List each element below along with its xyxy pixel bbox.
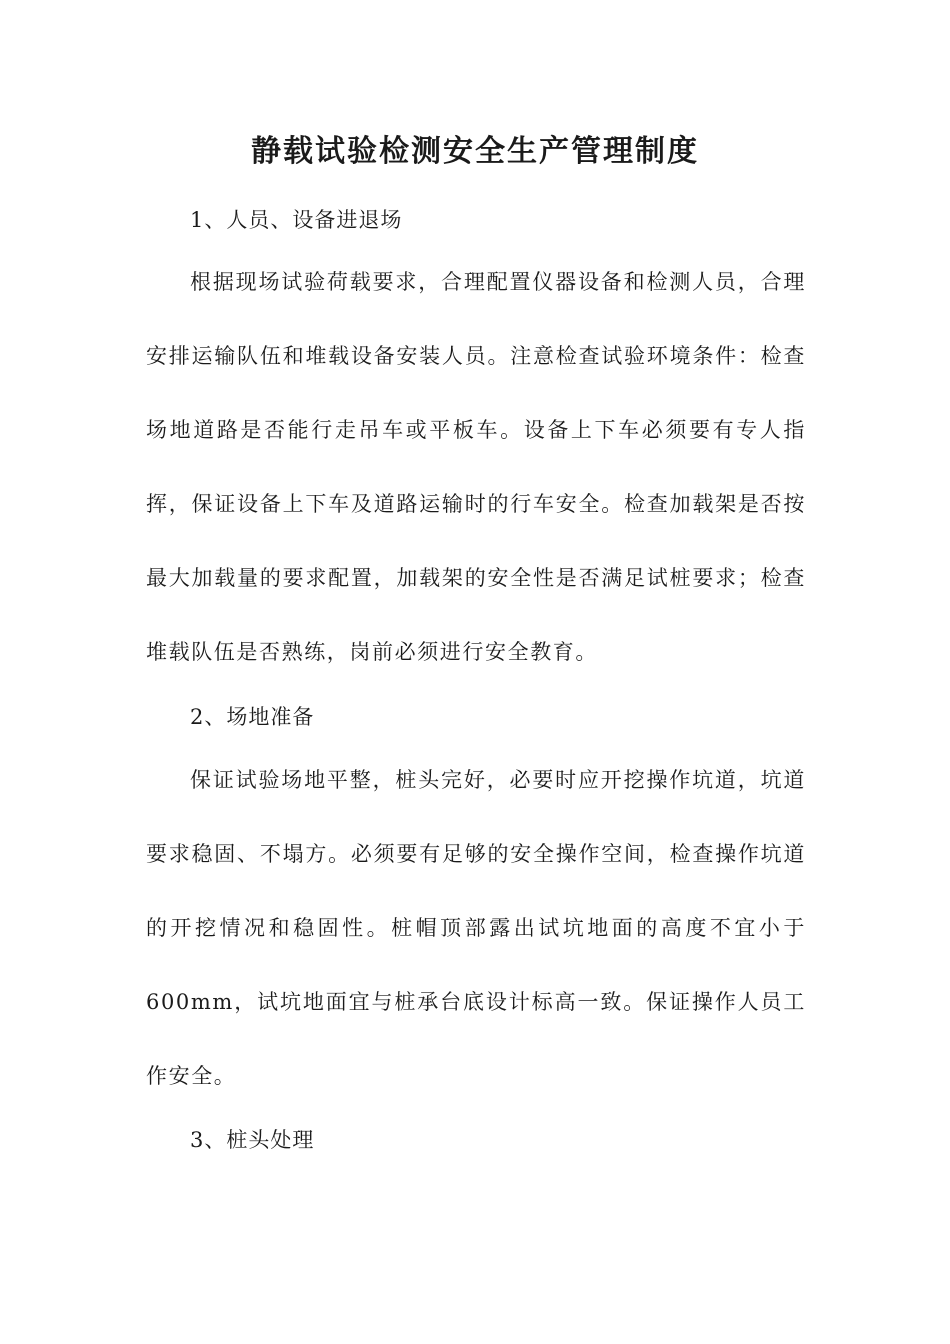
document-title: 静载试验检测安全生产管理制度	[251, 134, 699, 169]
section-body-1: 根据现场试验荷载要求，合理配置仪器设备和检测人员，合理安排运输队伍和堆载设备安装人员。注意检查试验环境条件：检查场地道路是否能行走吊车或平板车。设备上下车必须要有专人指挥，保证设备上下车及道路运输时的行车安全。检查加载架是否按最大加载量的要求配置，加载架的安全性是否满足试桩要求；检查堆载队伍是否熟练，岗前必须进行安全教育。	[146, 270, 806, 664]
section-body-2: 保证试验场地平整，桩头完好，必要时应开挖操作坑道，坑道要求稳固、不塌方。必须要有足够的安全操作空间，检查操作坑道的开挖情况和稳固性。桩帽顶部露出试坑地面的高度不宜小于600mm，试坑地面宜与桩承台底设计标高一致。保证操作人员工作安全。	[146, 768, 806, 1088]
section-heading-3: 3、桩头处理	[190, 1128, 315, 1152]
section-heading-2: 2、场地准备	[190, 705, 315, 729]
section-heading-1: 1、人员、设备进退场	[190, 208, 403, 232]
